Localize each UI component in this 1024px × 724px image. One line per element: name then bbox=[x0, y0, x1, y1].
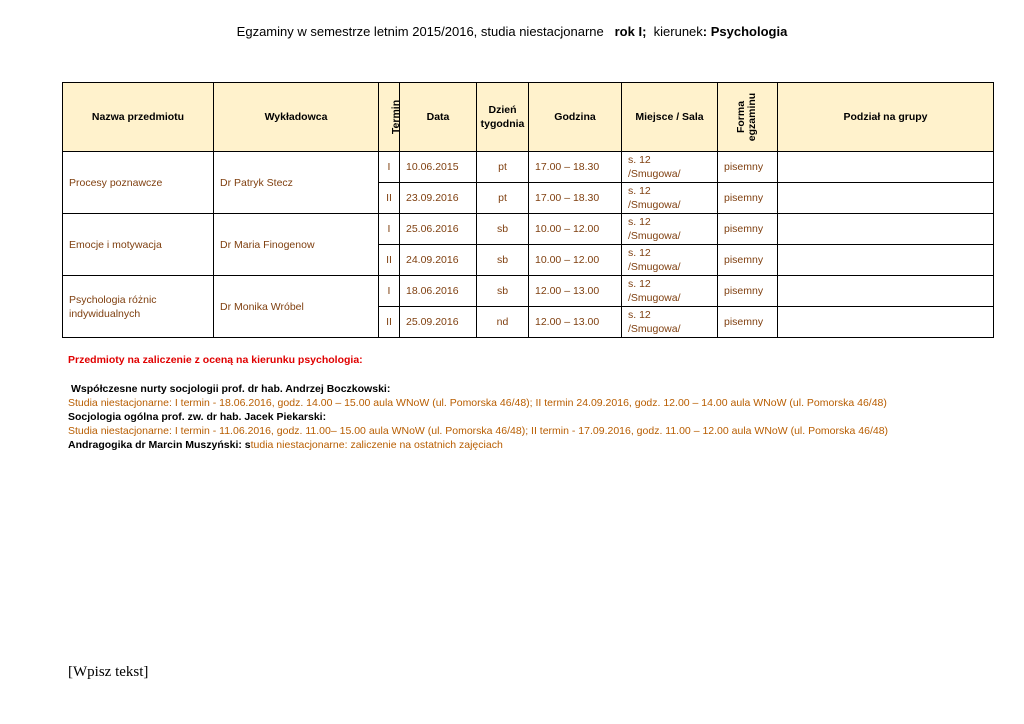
groups-cell bbox=[778, 183, 994, 214]
header-day bbox=[477, 83, 529, 152]
room-line1: s. 12 bbox=[628, 309, 651, 321]
header-day-line2: tygodnia bbox=[480, 118, 525, 130]
term-cell: I bbox=[379, 152, 400, 183]
day-cell: nd bbox=[477, 307, 529, 338]
header-term bbox=[379, 83, 403, 152]
room-line1: s. 12 bbox=[628, 247, 651, 259]
room-cell bbox=[622, 152, 718, 183]
table-row bbox=[63, 152, 994, 183]
room-line2: /Smugowa/ bbox=[628, 168, 681, 180]
hour-cell: 17.00 – 18.30 bbox=[529, 183, 622, 214]
room-line2: /Smugowa/ bbox=[628, 230, 681, 242]
header-form-label bbox=[737, 92, 759, 140]
header-date: Data bbox=[400, 83, 477, 152]
header-subject: Nazwa przedmiotu bbox=[63, 83, 214, 152]
term-cell: I bbox=[379, 276, 400, 307]
notes-section bbox=[68, 353, 988, 452]
term-cell: II bbox=[379, 183, 400, 214]
footer-placeholder: [Wpisz tekst] bbox=[68, 664, 149, 680]
room-cell bbox=[622, 307, 718, 338]
header-groups: Podział na grupy bbox=[778, 83, 994, 152]
room-cell bbox=[622, 214, 718, 245]
note-item3-title: Andragogika dr Marcin Muszyński: s bbox=[68, 439, 251, 451]
header-day-line1: Dzień bbox=[488, 104, 517, 116]
header-hour: Godzina bbox=[529, 83, 622, 152]
groups-cell bbox=[778, 152, 994, 183]
day-cell: pt bbox=[477, 152, 529, 183]
lecturer-name: Dr Maria Finogenow bbox=[214, 214, 379, 276]
header-term-label: Termin bbox=[390, 99, 403, 135]
form-cell: pisemny bbox=[718, 183, 778, 214]
groups-cell bbox=[778, 245, 994, 276]
note-item2-text: Studia niestacjonarne: I termin - 11.06.2016, godz. 11.00– 15.00 aula WNoW (ul. Pomorska 46/48); II termin - 17.09.2016, godz. 11.00 – 12.00 aula WNoW (ul. Pomorska 46/48) bbox=[68, 425, 889, 437]
header-form-line2: egzaminu bbox=[746, 92, 759, 141]
form-cell: pisemny bbox=[718, 307, 778, 338]
date-cell: 25.06.2016 bbox=[400, 214, 477, 245]
groups-cell bbox=[778, 214, 994, 245]
title-year: rok I; bbox=[614, 24, 647, 39]
table-header-row bbox=[63, 83, 994, 152]
groups-cell bbox=[778, 276, 994, 307]
subject-name: Emocje i motywacja bbox=[63, 214, 214, 276]
note-item1-title: Współczesne nurty socjologii prof. dr hab. Andrzej Boczkowski: bbox=[71, 383, 391, 395]
room-line1: s. 12 bbox=[628, 216, 651, 228]
day-cell: sb bbox=[477, 245, 529, 276]
room-cell bbox=[622, 276, 718, 307]
page-title bbox=[0, 24, 1024, 39]
date-cell: 18.06.2016 bbox=[400, 276, 477, 307]
day-cell: sb bbox=[477, 214, 529, 245]
note-item3-text: tudia niestacjonarne: zaliczenie na ostatnich zajęciach bbox=[250, 439, 503, 451]
room-line2: /Smugowa/ bbox=[628, 292, 681, 304]
room-line1: s. 12 bbox=[628, 185, 651, 197]
note-item2-title: Socjologia ogólna prof. zw. dr hab. Jacek Piekarski: bbox=[68, 411, 327, 423]
note-item1-text: Studia niestacjonarne: I termin - 18.06.2016, godz. 14.00 – 15.00 aula WNoW (ul. Pomorska 46/48); II termin 24.09.2016, godz. 12.00 – 14.00 aula WNoW (ul. Pomorska 46/48) bbox=[68, 397, 887, 409]
day-cell: sb bbox=[477, 276, 529, 307]
groups-cell bbox=[778, 307, 994, 338]
table-row bbox=[63, 276, 994, 307]
room-cell bbox=[622, 183, 718, 214]
term-cell: II bbox=[379, 307, 400, 338]
date-cell: 24.09.2016 bbox=[400, 245, 477, 276]
hour-cell: 12.00 – 13.00 bbox=[529, 276, 622, 307]
hour-cell: 10.00 – 12.00 bbox=[529, 245, 622, 276]
room-line1: s. 12 bbox=[628, 154, 651, 166]
header-form-line1: Forma bbox=[735, 100, 748, 133]
lecturer-name: Dr Monika Wróbel bbox=[214, 276, 379, 338]
day-cell: pt bbox=[477, 183, 529, 214]
table-row bbox=[63, 214, 994, 245]
hour-cell: 10.00 – 12.00 bbox=[529, 214, 622, 245]
form-cell: pisemny bbox=[718, 152, 778, 183]
term-cell: I bbox=[379, 214, 400, 245]
note-item3 bbox=[68, 438, 988, 452]
subject-name: Psychologia różnic indywidualnych bbox=[63, 276, 214, 338]
exam-table bbox=[62, 82, 994, 338]
header-room: Miejsce / Sala bbox=[622, 83, 718, 152]
room-cell bbox=[622, 245, 718, 276]
title-prefix: Egzaminy w semestrze letnim 2015/2016, studia niestacjonarne bbox=[236, 24, 604, 39]
room-line2: /Smugowa/ bbox=[628, 323, 681, 335]
date-cell: 23.09.2016 bbox=[400, 183, 477, 214]
room-line1: s. 12 bbox=[628, 278, 651, 290]
title-kierunek-label: kierunek bbox=[653, 24, 703, 39]
title-kierunek-value: : Psychologia bbox=[702, 24, 788, 39]
hour-cell: 17.00 – 18.30 bbox=[529, 152, 622, 183]
lecturer-name: Dr Patryk Stecz bbox=[214, 152, 379, 214]
notes-heading: Przedmioty na zaliczenie z oceną na kierunku psychologia: bbox=[68, 354, 363, 366]
term-cell: II bbox=[379, 245, 400, 276]
room-line2: /Smugowa/ bbox=[628, 261, 681, 273]
hour-cell: 12.00 – 13.00 bbox=[529, 307, 622, 338]
date-cell: 25.09.2016 bbox=[400, 307, 477, 338]
subject-name: Procesy poznawcze bbox=[63, 152, 214, 214]
header-lecturer: Wykładowca bbox=[214, 83, 379, 152]
header-form bbox=[718, 83, 778, 152]
form-cell: pisemny bbox=[718, 245, 778, 276]
form-cell: pisemny bbox=[718, 214, 778, 245]
date-cell: 10.06.2015 bbox=[400, 152, 477, 183]
form-cell: pisemny bbox=[718, 276, 778, 307]
room-line2: /Smugowa/ bbox=[628, 199, 681, 211]
